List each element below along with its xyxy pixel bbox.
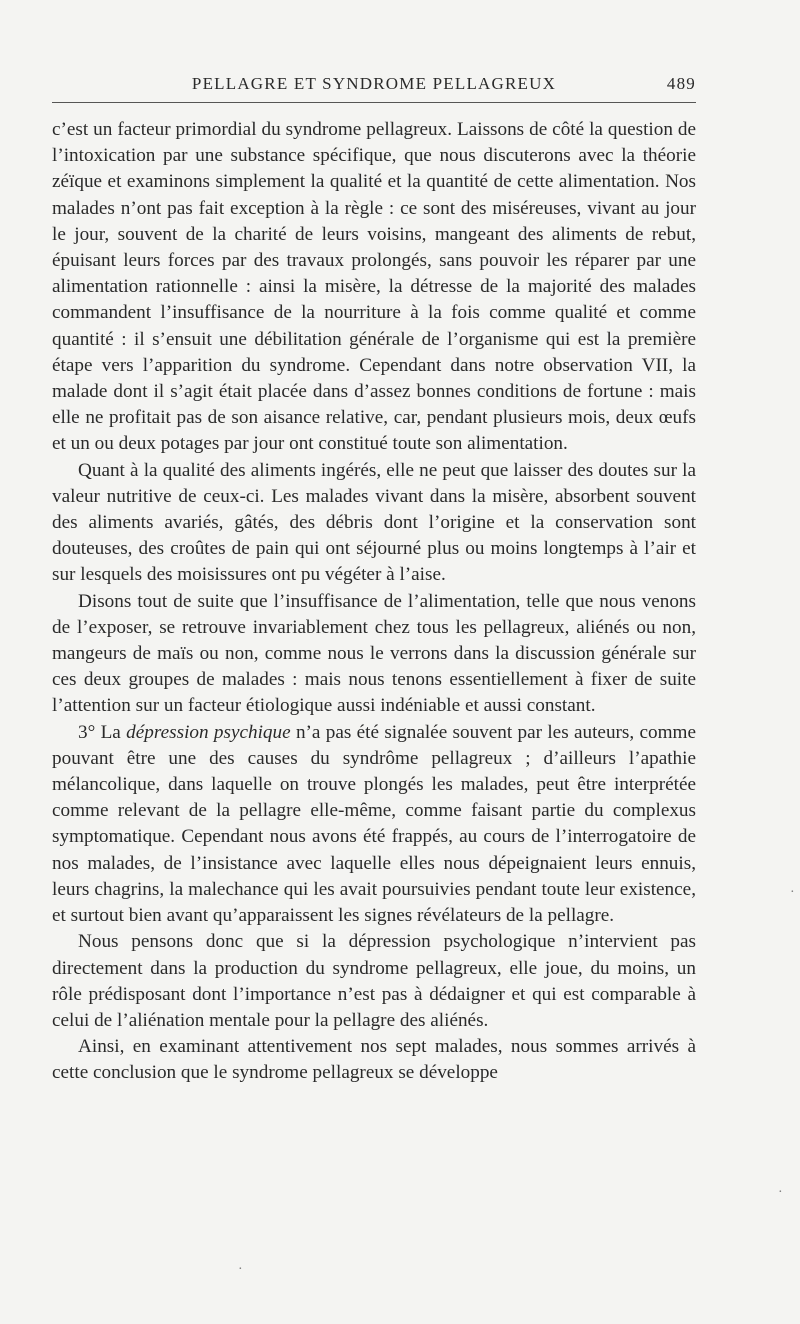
paragraph <box>52 589 696 720</box>
margin-dot: · <box>778 1185 783 1200</box>
paragraph <box>52 929 696 1034</box>
margin-dot: · <box>790 885 795 900</box>
body-text <box>52 117 696 1087</box>
paragraph <box>52 458 696 589</box>
paragraph-text: Quant à la qualité des aliments ingérés, elle ne peut que laisser des doutes sur la valeur nutritive de ceux-ci. Les malades vivant dans la misère, absorbent souvent des aliments avariés, gâtés, des débris dont l’origine et la conservation sont douteuses, des croûtes de pain qui ont séjourné plus ou moins longtemps à l’air et sur lesquels des moisissures ont pu végéter à l’aise. <box>52 459 696 586</box>
paragraph-text: Disons tout de suite que l’insuffisance de l’alimentation, telle que nous venons de l’exposer, se retrouve invariablement chez tous les pellagreux, aliénés ou non, mangeurs de maïs ou non, comme nous le verrons dans la discussion générale sur ces deux groupes de malades : mais nous tenons essentiellement à fixer de suite l’attention sur un facteur étiologique aussi indéniable et aussi constant. <box>52 590 696 717</box>
italic-term: dépression psychique <box>126 721 291 743</box>
paragraph-text: Ainsi, en examinant attentivement nos sept malades, nous sommes arrivés à cette conclusion que le syndrome pellagreux se développe <box>52 1036 696 1084</box>
paragraph-text: 3° La <box>78 721 127 743</box>
paragraph <box>52 117 696 458</box>
running-header <box>52 70 696 100</box>
paragraph <box>52 720 696 930</box>
page-number: 489 <box>666 74 696 93</box>
paragraph-text: c’est un facteur primordial du syndrome pellagreux. Laissons de côté la question de l’intoxication par une substance spécifique, que nous discuterons avec la théorie zéïque et examinons simplement la qualité et la quantité de cette alimentation. Nos malades n’ont pas fait exception à la règle : ce sont des miséreuses, vivant au jour le jour, souvent de la charité de leurs voisins, mangeant des aliments de rebut, épuisant leurs forces par des travaux prolongés, sans pouvoir les réparer par une alimentation rationnelle : ainsi la misère, la détresse de la majorité des malades commandent l’insuffisance de la nourriture à la fois comme qualité et comme quantité : il s’ensuit une débilitation générale de l’organisme qui est la première étape vers l’apparition du syndrome. Cependant dans notre observation VII, la malade dont il s’agit était placée dans d’assez bonnes conditions de fortune : mais elle ne profitait pas de son aisance relative, car, pendant plusieurs mois, deux œufs et un ou deux potages par jour ont constitué toute son alimentation. <box>52 119 696 455</box>
header-rule <box>52 102 696 103</box>
paragraph-text: n’a pas été signalée souvent par les auteurs, comme pouvant être une des causes du syndrôme pellagreux ; d’ailleurs l’apathie mélancolique, dans laquelle on trouve plongés les malades, peut être interprétée comme relevant de la pellagre elle-même, comme faisant partie du complexus symptomatique. Cependant nous avons été frappés, au cours de l’interrogatoire de nos malades, de l’insistance avec laquelle elles nous dépeignaient leurs ennuis, leurs chagrins, la malechance qui les avait poursuivies pendant toute leur existence, et surtout bien avant qu’apparaissent les signes révélateurs de la pellagre. <box>52 721 696 927</box>
paragraph <box>52 1034 696 1086</box>
paragraph-text: Nous pensons donc que si la dépression psychologique n’intervient pas directement dans la production du syndrome pellagreux, elle joue, du moins, un rôle prédisposant dont l’importance n’est pas à dédaigner et qui est comparable à celui de l’aliénation mentale pour la pellagre des aliénés. <box>52 931 696 1031</box>
margin-dot: · <box>238 1262 243 1277</box>
running-title: PELLAGRE ET SYNDROME PELLAGREUX <box>191 74 557 93</box>
book-page <box>52 70 696 1087</box>
